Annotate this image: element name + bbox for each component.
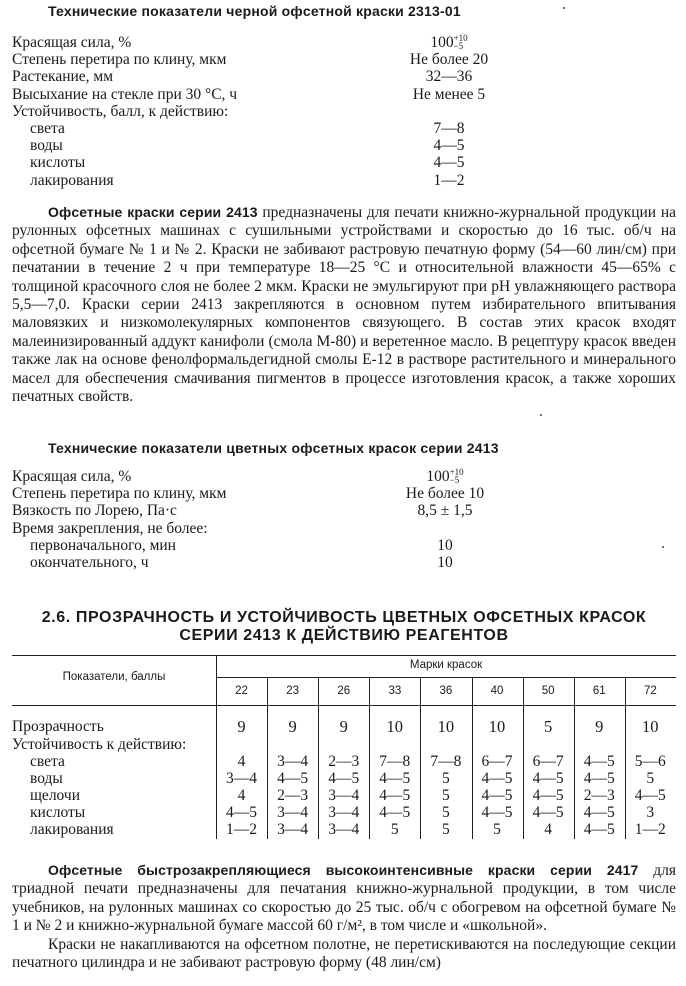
table-cell: 4—5 [583, 770, 615, 787]
spec-label: Растекание, мм [12, 68, 114, 86]
series-2413-description [12, 203, 676, 406]
table-cell: 4—5 [532, 770, 564, 787]
spec-row [12, 485, 672, 502]
spec-value: 4—5 [433, 154, 465, 172]
black-ink-specs-list [12, 34, 672, 189]
color-ink-specs-list [12, 468, 672, 571]
spec-value-tolerance [450, 468, 464, 484]
table-cell: 5 [442, 804, 450, 821]
table-cell: 6—7 [481, 753, 513, 770]
table-cell: 4—5 [481, 804, 513, 821]
scan-speck [563, 7, 565, 9]
spec-row [12, 34, 672, 51]
table-cell: 5—6 [634, 753, 666, 770]
series-2417-lead: Офсетные быстрозакрепляющиеся высокоинтенсивные краски серии 2417 [48, 862, 639, 878]
spec-row [12, 154, 672, 171]
spec-value: 10 [437, 553, 453, 571]
table-cell: 4 [237, 753, 246, 770]
column-header: 36 [439, 685, 453, 697]
spec-value [360, 468, 530, 485]
spec-value-base: 100 [426, 468, 450, 485]
column-header: 26 [337, 685, 351, 697]
spec-value: 32—36 [425, 68, 473, 86]
table-cell: 4—5 [532, 804, 564, 821]
table-cell: 6—7 [532, 753, 564, 770]
color-ink-specs-heading: Технические показатели цветных офсетных красок серии 2413 [48, 440, 499, 456]
table-cell: 3—4 [328, 821, 360, 838]
tolerance-minus: −5 [449, 475, 460, 485]
table-cell: 4—5 [379, 804, 411, 821]
table-row-label: кислоты [30, 804, 86, 821]
spec-value [364, 34, 534, 51]
spec-label: Красящая сила, % [12, 34, 132, 51]
table-cell: 9 [288, 717, 297, 736]
spec-label: Степень перетира по клину, мкм [12, 51, 227, 69]
table-cell: 7—8 [379, 753, 411, 770]
table-cell: 4—5 [532, 787, 564, 804]
table-cell: 1—2 [226, 821, 257, 838]
column-header: 22 [235, 685, 248, 697]
spec-value-tolerance [454, 34, 468, 50]
spec-row [12, 51, 672, 68]
table-cell: 4—5 [583, 821, 615, 838]
table-cell: 3—4 [226, 770, 257, 787]
table-cell: 4—5 [277, 770, 309, 787]
column-header: 40 [490, 685, 504, 697]
series-2417-continuation: Краски не накапливаются на офсетном полотне, не перетискиваются на последующие секции печатного цилиндра и не забивают растровую форму (48 лин/см) [12, 936, 676, 972]
table-cell: 4—5 [379, 770, 411, 787]
table-cell: 4 [544, 821, 552, 838]
spec-value: 10 [437, 536, 453, 554]
table-cell: 4—5 [328, 770, 360, 787]
black-ink-specs-heading: Технические показатели черной офсетной краски 2313-01 [48, 3, 461, 19]
series-2417-text: для триадной печати предназначены для печатания книжно-журнальной продукции, в том числе учебников, на рулонных машинах со скоростью до 25 тыс. об/ч с обогревом на офсетной бумаге № 1 и № 2 и книжно-журнальной бумаге массой 60 г/м², в том числе и «школьной». [12, 862, 676, 935]
spec-row [12, 537, 672, 554]
table-cell: 4—5 [481, 770, 513, 787]
column-header: 72 [643, 685, 657, 697]
column-header: 33 [388, 685, 402, 697]
table-cell: 4 [237, 787, 246, 804]
table-cell: 4—5 [634, 787, 666, 804]
column-header: 50 [541, 685, 555, 697]
spec-row [12, 103, 672, 120]
table-cell: 3—4 [277, 753, 309, 770]
table-header-rule [12, 705, 676, 706]
spec-value: 7—8 [433, 119, 465, 137]
tolerance-minus: −5 [453, 41, 464, 51]
table-cell: 2—3 [277, 787, 309, 804]
table-top-rule [12, 655, 676, 656]
spec-label: первоначального, мин [30, 536, 176, 554]
spec-value: 1—2 [433, 171, 465, 189]
spec-row [12, 120, 672, 137]
scan-speck [540, 414, 542, 416]
table-cell: 5 [543, 717, 553, 736]
table-cell: 10 [488, 717, 506, 736]
table-cell: 5 [442, 770, 450, 787]
table-cell: 4—5 [379, 787, 411, 804]
table-row-label: Прозрачность [12, 718, 104, 735]
spec-value: Не более 10 [405, 485, 485, 503]
table-cell: 2—3 [583, 787, 615, 804]
spec-row [12, 520, 672, 537]
spec-label: Устойчивость, балл, к действию: [12, 102, 229, 120]
scan-speck [662, 546, 664, 548]
table-cell: 10 [386, 717, 404, 736]
table-group-rule [216, 677, 676, 678]
table-cell: 10 [437, 717, 455, 736]
spec-label: окончательного, ч [30, 553, 149, 571]
reagent-resistance-table [12, 655, 676, 839]
table-cell: 9 [595, 717, 604, 736]
table-cell: 5 [390, 821, 399, 838]
spec-value: 8,5 ± 1,5 [417, 502, 473, 520]
spec-value: Не менее 5 [412, 85, 486, 103]
table-cell: 5 [646, 770, 655, 787]
table-row-label: лакирования [30, 821, 114, 838]
tolerance-plus: +10 [449, 467, 464, 477]
section-title-line1: 2.6. ПРОЗРАЧНОСТЬ И УСТОЙЧИВОСТЬ ЦВЕТНЫХ ОФСЕТНЫХ КРАСОК [41, 609, 647, 626]
series-2413-text: предназначены для печати книжно-журнальной продукции на рулонных офсетных машинах с сушильными устройствами и скоростью до 16 тыс. об/ч на офсетной бумаге № 1 и № 2. Краски не забивают растровую печатную форму (54—60 лин/см) при печатании в течение 2 ч при температуре 18—25 °С и относительной влажности 45—65% с толщиной красочного слоя не более 2 мкм. Краски не эмульгируют при рН увлажняющего раствора 5,5—7,0. Краски серии 2413 закрепляются в основном путем избирательного впитывания маловязких и низкомолекулярных компонентов связующего. В состав этих красок входят малеинизированный аддукт канифоли (смола М-80) и веретенное масло. В рецептуру красок введен также лак на основе фенолформальдегидной смолы Е-12 в растворе растительного и минерального масел для обеспечения смачивания пигментов в процессе изготовления красок, а также хороших печатных свойств. [12, 204, 677, 406]
table-cell: 3—4 [328, 787, 360, 804]
spec-row [12, 554, 672, 571]
table-cell: 5 [442, 787, 450, 804]
table-cell: 9 [339, 717, 348, 736]
table-cell: 10 [642, 717, 659, 736]
spec-row [12, 468, 672, 485]
table-cell: 4—5 [226, 804, 257, 821]
spec-label: Степень перетира по клину, мкм [12, 485, 227, 503]
table-cell: 3—4 [277, 821, 309, 838]
series-2413-lead: Офсетные краски серии 2413 [48, 204, 258, 220]
table-cell: 3—4 [328, 804, 360, 821]
spec-value: 4—5 [433, 137, 465, 155]
table-cell: 1—2 [634, 821, 666, 838]
spec-row [12, 86, 672, 103]
table-row-label: света [30, 753, 65, 770]
table-cell: 4—5 [481, 787, 513, 804]
table-row-label: воды [30, 770, 63, 787]
spec-row [12, 68, 672, 85]
table-row-label: Устойчивость к действию: [12, 736, 187, 753]
spec-value: Не более 20 [409, 51, 489, 69]
spec-value-base: 100 [430, 34, 454, 51]
spec-label: кислоты [30, 154, 86, 172]
table-cell: 5 [442, 821, 450, 838]
series-2417-description [12, 861, 676, 936]
table-cell: 4—5 [583, 753, 615, 770]
table-cell: 4—5 [583, 804, 615, 821]
table-cell: 2—3 [328, 753, 360, 770]
spec-label: Вязкость по Лорею, Па·с [12, 502, 177, 520]
spec-label: лакирования [30, 171, 114, 189]
spec-label: света [30, 119, 65, 137]
spec-label: Красящая сила, % [12, 468, 132, 485]
spec-row [12, 502, 672, 519]
table-row-header: Показатели, баллы [62, 671, 166, 683]
spec-row [12, 137, 672, 154]
table-group-header: Марки красок [409, 659, 483, 671]
spec-label: Высыхание на стекле при 30 °С, ч [12, 85, 238, 103]
table-cell: 9 [237, 717, 246, 736]
table-cell: 3 [646, 804, 655, 821]
table-cell: 7—8 [430, 753, 462, 770]
table-row-label: щелочи [30, 787, 80, 804]
table-cell: 3—4 [277, 804, 309, 821]
section-title-line2: СЕРИИ 2413 К ДЕЙСТВИЮ РЕАГЕНТОВ [179, 627, 509, 644]
column-header: 23 [286, 685, 300, 697]
tolerance-plus: +10 [453, 33, 468, 43]
spec-label: воды [30, 137, 63, 155]
column-header: 61 [592, 685, 606, 697]
spec-label: Время закрепления, не более: [12, 519, 208, 537]
spec-row [12, 172, 672, 189]
table-cell: 5 [493, 821, 501, 838]
